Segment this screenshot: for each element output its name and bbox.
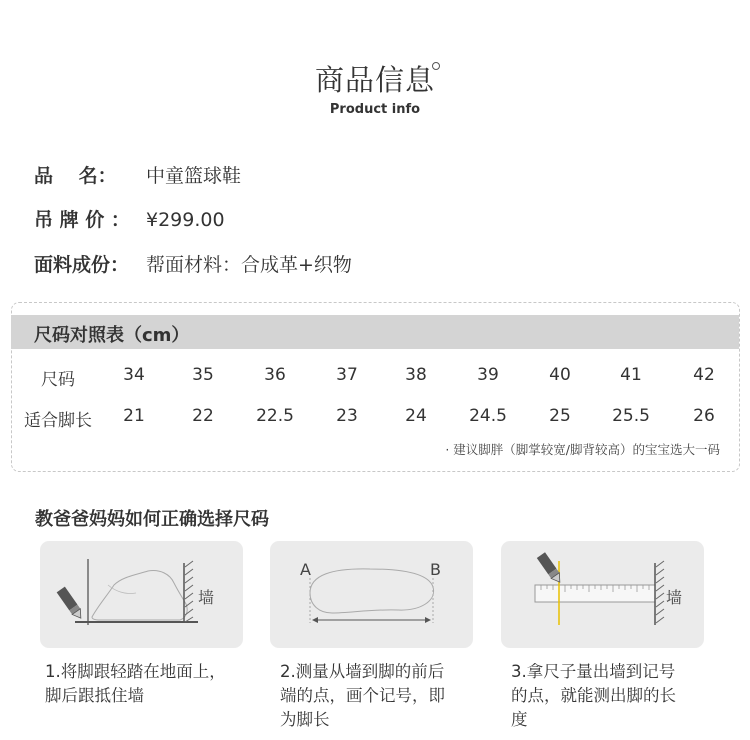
info-label: 面料成份： (34, 254, 130, 276)
step-line: 2.测量从墙到脚的前后 (280, 662, 445, 681)
size-note: · 建议脚胖（脚掌较宽/脚背较高）的宝宝选大一码 (445, 442, 720, 457)
step-line: 脚后跟抵住墙 (45, 686, 144, 705)
length-cell: 24 (405, 406, 427, 426)
length-cell: 25 (549, 406, 571, 426)
length-cell: 23 (336, 406, 358, 426)
step2-illustration (270, 541, 473, 648)
size-cell: 35 (192, 365, 214, 385)
info-row-name (34, 161, 241, 188)
length-cell: 25.5 (612, 406, 650, 426)
size-cell: 39 (477, 365, 499, 385)
size-cell: 38 (405, 365, 427, 385)
size-cell: 37 (336, 365, 358, 385)
size-cell: 36 (264, 365, 286, 385)
size-cell: 42 (693, 365, 715, 385)
info-value: ¥299.00 (146, 209, 225, 231)
info-row-material (34, 250, 352, 277)
size-cell: 40 (549, 365, 571, 385)
step-line: 为脚长 (280, 710, 330, 729)
foot-length-label: 适合脚长 (24, 411, 92, 431)
step-line: 端的点，画个记号，即 (280, 686, 445, 705)
size-chart-header (11, 315, 739, 349)
info-label: 品 名： (34, 165, 117, 187)
foot-measure-icon (270, 541, 473, 648)
step-line: 的点，就能测出脚的长 (511, 686, 676, 705)
step-line: 1.将脚跟轻踏在地面上， (45, 662, 226, 681)
step-line: 度 (511, 710, 528, 729)
page-title: 商品信息 (314, 63, 435, 97)
size-cell: 41 (620, 365, 642, 385)
info-row-price (34, 205, 225, 232)
step-2-text (280, 660, 445, 732)
info-value: 帮面材料：合成革+织物 (146, 254, 352, 276)
wall-label: 墙 (198, 588, 215, 607)
length-cell: 24.5 (469, 406, 507, 426)
info-value: 中童篮球鞋 (146, 165, 242, 187)
step-3-text (511, 660, 676, 732)
length-cell: 22 (192, 406, 214, 426)
size-chart-title: 尺码对照表（cm） (34, 325, 190, 346)
mark-a-label: A (300, 560, 311, 579)
info-label: 吊 牌 价 ： (34, 209, 130, 231)
wall-label: 墙 (666, 588, 683, 607)
size-cell: 34 (123, 365, 145, 385)
length-cell: 21 (123, 406, 145, 426)
mark-b-label: B (430, 560, 441, 579)
title-degree-mark (432, 62, 440, 70)
page-subtitle: Product info (329, 102, 421, 117)
step3-illustration (501, 541, 704, 648)
length-cell: 22.5 (256, 406, 294, 426)
size-row-label: 尺码 (41, 370, 75, 390)
step-1-text (45, 660, 226, 708)
step-line: 3.拿尺子量出墙到记号 (511, 662, 676, 681)
step1-illustration (40, 541, 243, 648)
howto-title: 教爸爸妈妈如何正确选择尺码 (35, 509, 269, 530)
length-cell: 26 (693, 406, 715, 426)
